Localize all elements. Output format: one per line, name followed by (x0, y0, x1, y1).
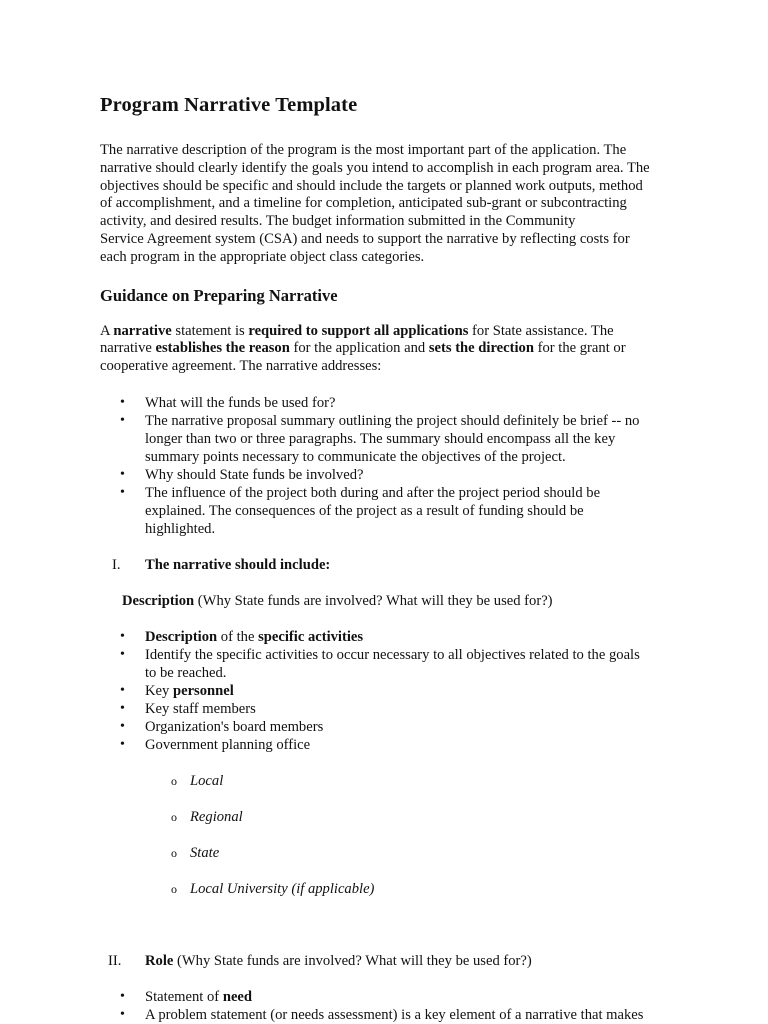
section-1-description (100, 592, 668, 610)
text-run: statement is (171, 322, 249, 339)
bold-run: establishes the reason (155, 340, 290, 357)
sub-list-item: o Local University (if applicable) (190, 880, 668, 898)
list-item (145, 682, 668, 700)
page-title: Program Narrative Template (100, 94, 358, 116)
text-run: for State assistance. The narrative (100, 322, 614, 357)
section-1-heading (100, 556, 668, 574)
section-1-bullet-list (100, 628, 668, 934)
section-2-bullet-list (100, 988, 668, 1024)
bold-run: need (222, 988, 253, 1005)
text-run: for the application and (289, 340, 429, 357)
sub-list (145, 754, 668, 916)
intro-paragraph: The narrative description of the program is the most important part of the application. The narrative should clearly identify the goals you intend to accomplish in each program area. The objectives should be specific and should include the targets or planned work outputs, method of accomplishment, and a timeline for completion, anticipated sub-grant or subcontracting activity, and desired results. The budget information submitted in the Community Service Agreement system (CSA) and needs to support the narrative by reflecting costs for each program in the appropriate object class categories. (100, 142, 650, 265)
bold-run: sets the direction (428, 340, 534, 357)
list-item: • What will the funds be used for? (145, 394, 668, 412)
text-run: Key (145, 682, 173, 699)
bold-run: personnel (172, 682, 234, 699)
text-run: (Why State funds are involved? What will they be used for?) (173, 952, 532, 969)
section-2-heading (100, 952, 668, 970)
text-run: A (100, 322, 114, 339)
list-item (145, 736, 668, 934)
list-item: • Identify the specific activities to occur necessary to all objectives related to the goals to be reached. (145, 646, 668, 682)
list-item: • A problem statement (or needs assessment) is a key element of a narrative that makes (145, 1006, 668, 1024)
text-run: Statement of (145, 988, 223, 1005)
section-heading-text: The narrative should include: (145, 556, 331, 573)
guidance-bullet-list (100, 394, 668, 538)
text-run: (Why State funds are involved? What will they be used for?) (194, 592, 553, 609)
text-run: Government planning office (145, 736, 311, 753)
bold-run: specific activities (258, 628, 364, 645)
list-item (145, 628, 668, 646)
list-item: • Key staff members (145, 700, 668, 718)
sub-list-item: o State (190, 844, 668, 862)
list-item (145, 988, 668, 1006)
list-item: • Why should State funds be involved? (145, 466, 668, 484)
text-run: of the (217, 628, 259, 645)
text-run: for the grant or cooperative agreement. The narrative addresses: (100, 340, 626, 375)
section-heading-text: Role (145, 952, 174, 969)
guidance-heading: Guidance on Preparing Narrative (100, 285, 338, 305)
bold-run: narrative (113, 322, 172, 339)
bold-run: Description (122, 592, 195, 609)
list-item: • Organization's board members (145, 718, 668, 736)
sub-list-item: o Regional (190, 808, 668, 826)
sub-list-item: o Local (190, 772, 668, 790)
bold-run: Description (145, 628, 218, 645)
guidance-paragraph (100, 323, 668, 376)
list-item: • The influence of the project both during and after the project period should be explained. The consequences of the project as a result of funding should be highlighted. (145, 484, 668, 538)
bold-run: required to support all applications (248, 322, 469, 339)
section-numeral: II. (108, 952, 122, 969)
list-item: • The narrative proposal summary outlining the project should definitely be brief -- no longer than two or three paragraphs. The summary should encompass all the key summary points necessary to communicate the objectives of the project. (145, 412, 668, 466)
section-numeral: I. (112, 556, 121, 573)
